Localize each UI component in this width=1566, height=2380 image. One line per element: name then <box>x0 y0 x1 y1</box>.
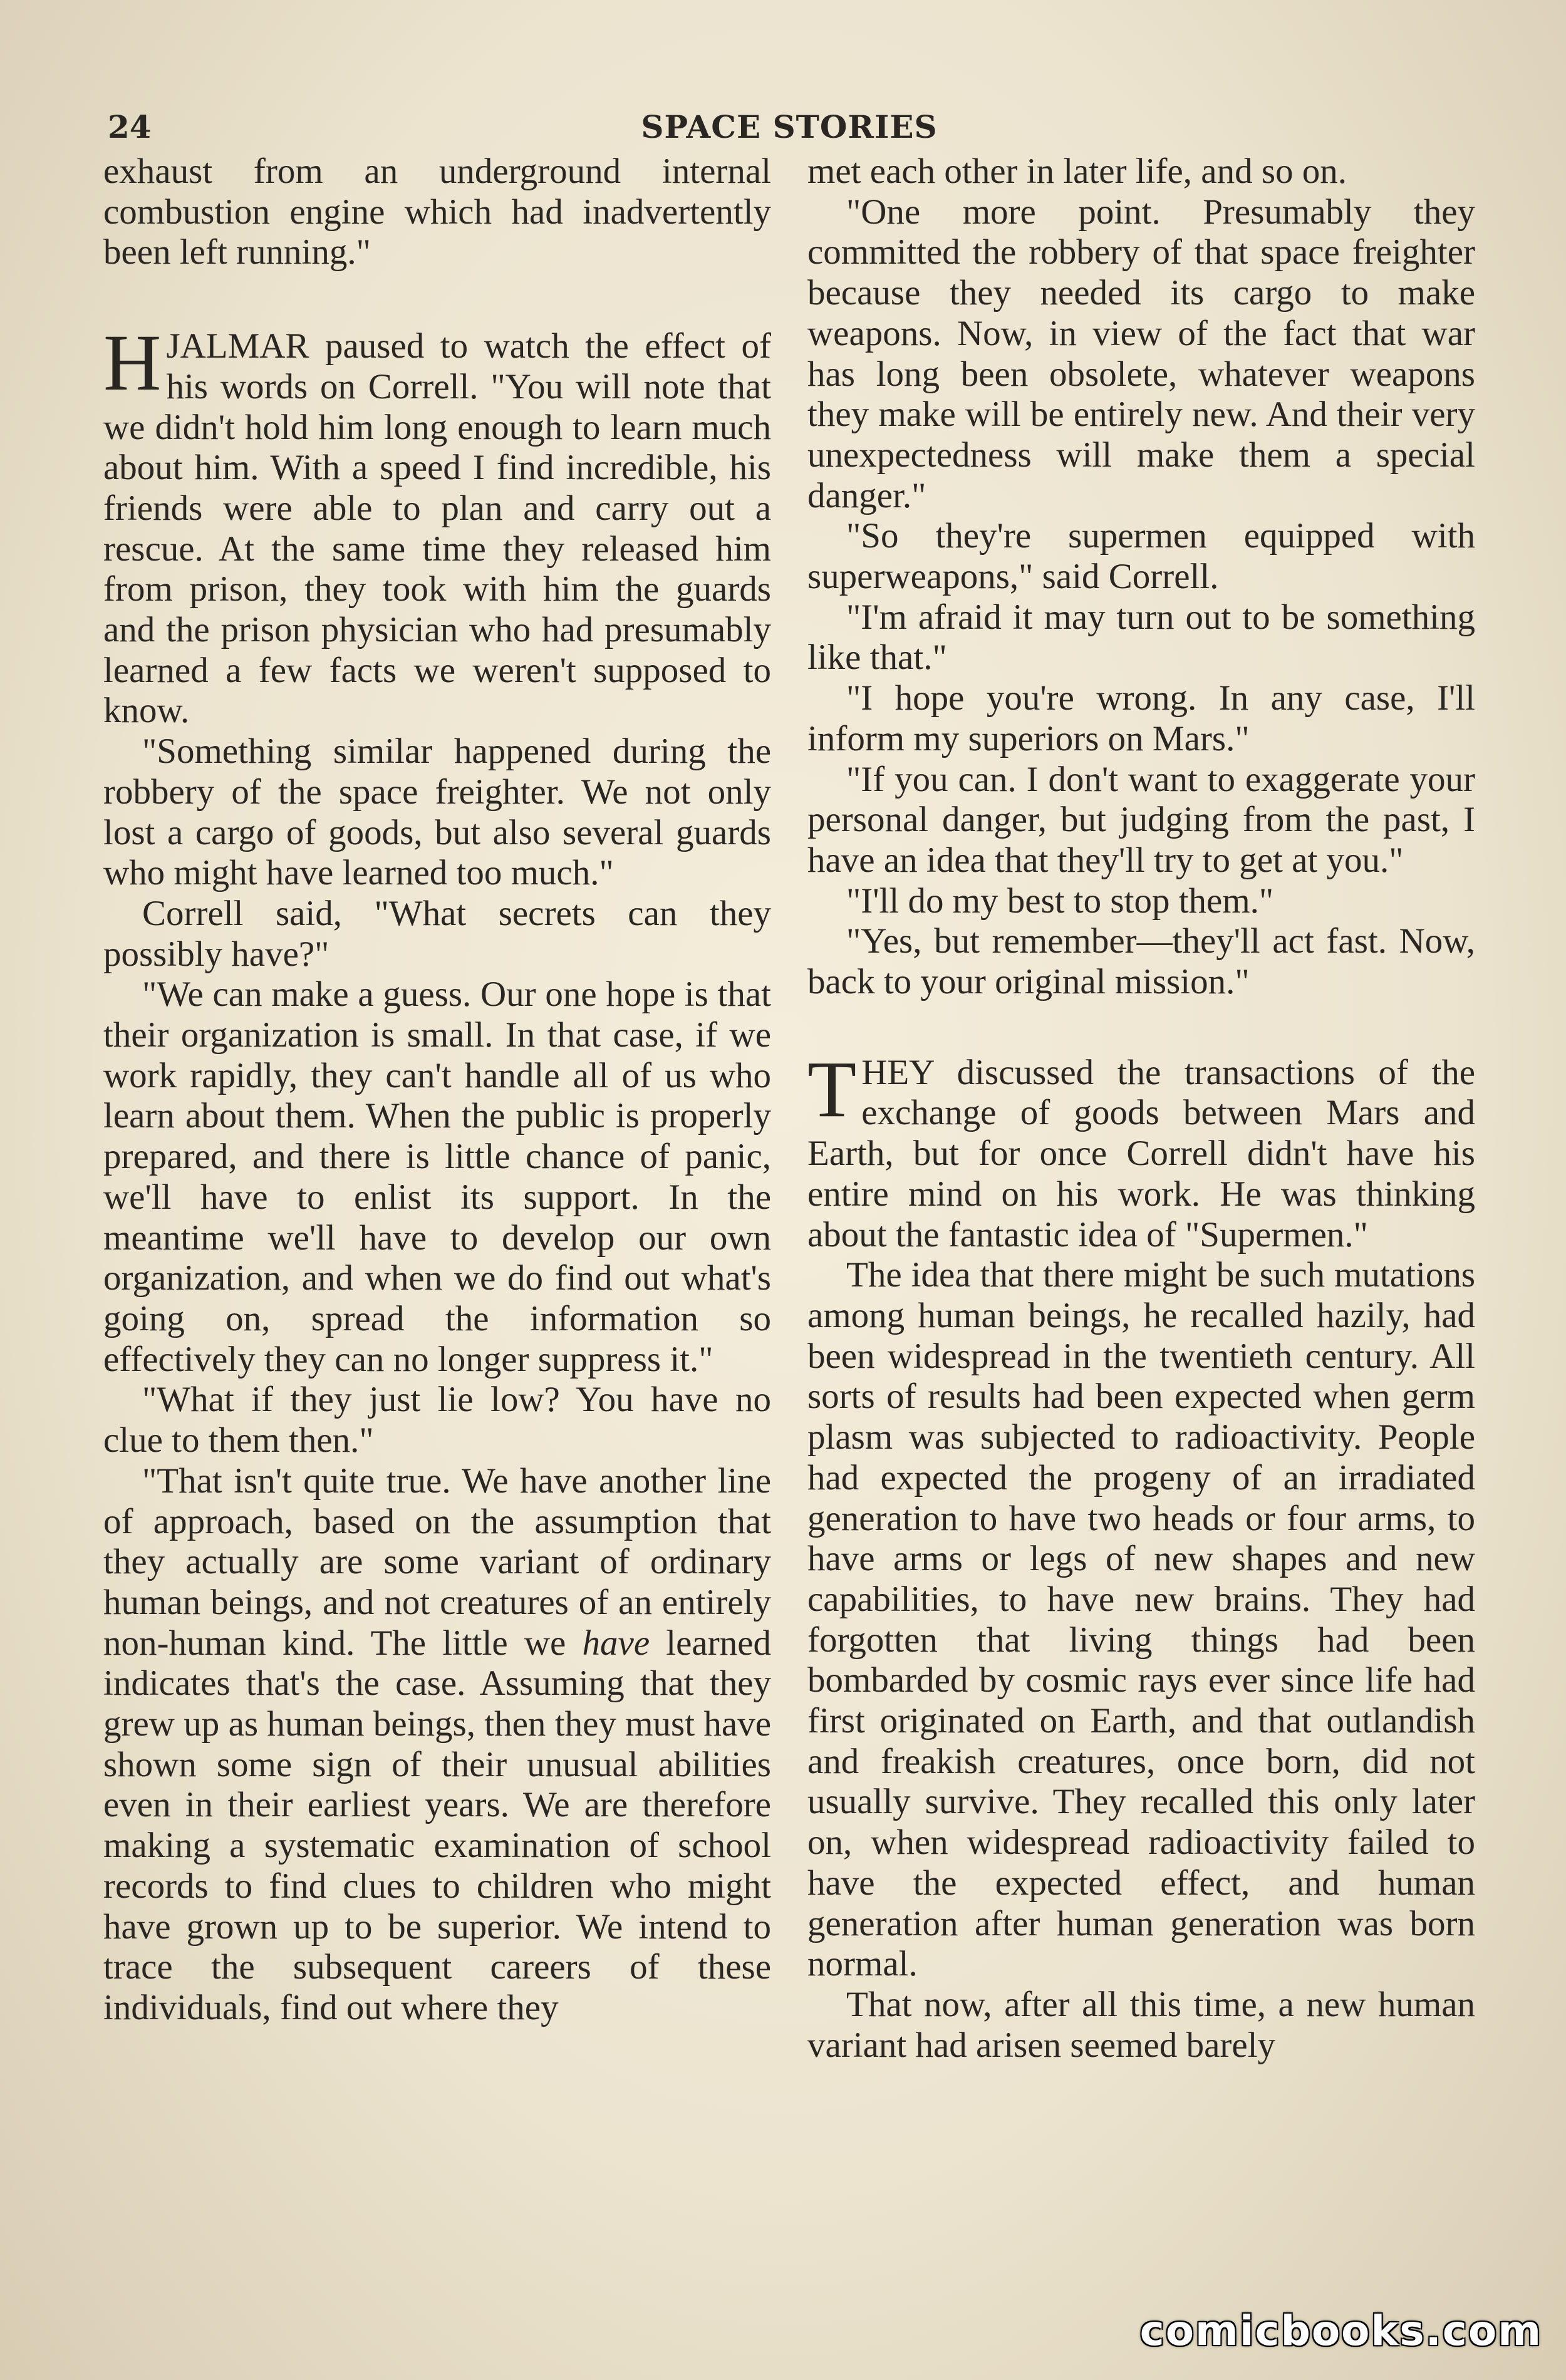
running-head-title: SPACE STORIES <box>641 108 938 145</box>
paragraph: exhaust from an underground internal combustion engine which had inadvertently been left running." <box>103 152 771 272</box>
drop-cap: T <box>807 1044 857 1134</box>
paragraph-text: discussed the transactions of the exchange of goods between Mars and Earth, but for once Correll didn't have his entire mind on his work. He was thinking about the fantastic idea of "Supermen." <box>807 1052 1475 1255</box>
paragraph: "If you can. I don't want to exaggerate your personal danger, but judging from the past, I have an idea that they'll try to get at you." <box>807 759 1475 880</box>
paragraph: "We can make a guess. Our one hope is that their organization is small. In that case, if we work rapidly, they can't handle all of us who learn about them. When the public is properly prepared, and there is little chance of panic, we'll have to enlist its support. In the meantime we'll have to develop our own organization, and when we do find out what's going on, spread the information so effectively they can no longer suppress it." <box>103 975 771 1379</box>
paragraph: That now, after all this time, a new human variant had arisen seemed barely <box>807 1984 1475 2065</box>
paragraph: "I'll do my best to stop them." <box>846 881 1274 921</box>
paragraph-text: paused to watch the effect of his words on Correll. "You will note that we didn't hold him long enough to learn much about him. With a speed I find incredible, his friends were able to plan and carry out a rescue. At the same time they released him from prison, they took with him the guards and the prison physician who had presumably learned a few facts we weren't supposed to know. <box>103 326 771 731</box>
section-start-paragraph <box>103 318 771 732</box>
paragraph: The idea that there might be such mutations among human beings, he recalled hazily, had been widespread in the twentieth century. All sorts of results had been expected when germ plasm was subjected to radioactivity. People had expected the progeny of an irradiated generation to have two heads or four arms, to have arms or legs of new shapes and new capabilities, to have new brains. They had forgotten that living things had been bombarded by cosmic rays ever since life had first originated on Earth, and that outlandish and freakish creatures, once born, did not usually survive. They recalled this only later on, when widespread radioactivity failed to have the expected effect, and human generation after human generation was born normal. <box>807 1255 1475 1984</box>
paragraph-text: "That isn't quite true. We have another line of approach, based on the assumption that they actually are some variant of ordinary human beings, and not creatures of an entirely non-human kind. The little we <box>103 1461 771 1663</box>
lead-in-caps: JALMAR <box>166 326 309 366</box>
paragraph: "I'm afraid it may turn out to be something like that." <box>807 597 1475 678</box>
drop-cap: H <box>103 318 162 408</box>
site-watermark: comicbooks.com <box>1139 2307 1542 2355</box>
paragraph-text: learned indicates that's the case. Assuming that they grew up as human beings, then they must have shown some sign of their unusual abilities even in their earliest years. We are therefore making a systematic examination of school records to find clues to children who might have grown up to be superior. We intend to trace the subsequent careers of these individuals, find out where they <box>103 1623 771 2027</box>
italic-emphasis: have <box>582 1623 650 1663</box>
paragraph: "So they're supermen equipped with superweapons," said Correll. <box>807 516 1475 597</box>
page-number: 24 <box>108 108 152 145</box>
paragraph: "I hope you're wrong. In any case, I'll inform my superiors on Mars." <box>807 678 1475 758</box>
paragraph <box>103 1461 771 2029</box>
paragraph: Correll said, "What secrets can they possibly have?" <box>103 893 771 974</box>
right-column <box>807 152 1475 2312</box>
paragraph: "One more point. Presumably they committed the robbery of that space freighter because they needed its cargo to make weapons. Now, in view of the fact that war has long been obsolete, whatever weapons they make will be entirely new. And their very unexpectedness will make them a special danger." <box>807 192 1475 515</box>
paragraph: "What if they just lie low? You have no clue to them then." <box>103 1380 771 1461</box>
paragraph: "Yes, but remember—they'll act fast. Now, back to your original mission." <box>807 921 1475 1002</box>
lead-in-caps: HEY <box>861 1052 934 1092</box>
paragraph: "Something similar happened during the robbery of the space freighter. We not only lost a cargo of goods, but also several guards who might have learned too much." <box>103 732 771 893</box>
page-header <box>108 105 1471 149</box>
text-columns <box>103 152 1475 2312</box>
left-column <box>103 152 771 2312</box>
section-start-paragraph <box>807 1044 1475 1256</box>
paragraph: met each other in later life, and so on. <box>807 152 1347 191</box>
